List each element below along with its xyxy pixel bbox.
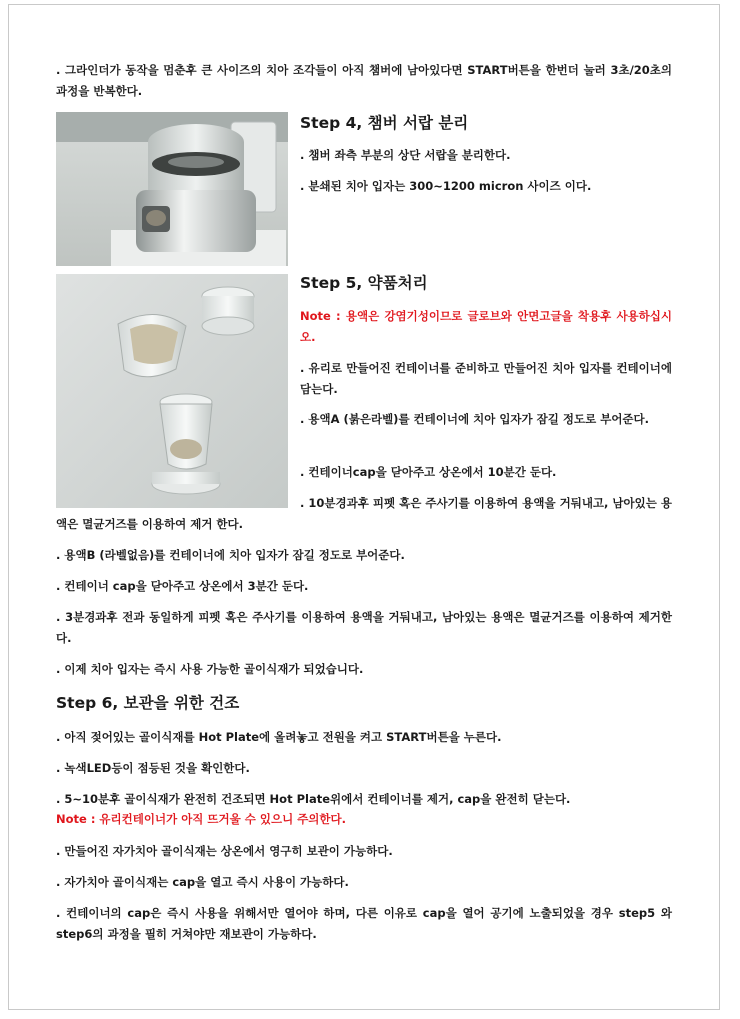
step5-line-5: . 용액B (라벨없음)를 컨테이너에 치아 입자가 잠길 정도로 부어준다. bbox=[56, 548, 405, 562]
step6-line-4: . 만들어진 자가치아 골이식재는 상온에서 영구히 보관이 가능하다. bbox=[56, 844, 393, 858]
step5-line-6: . 컨테이너 cap을 닫아주고 상온에서 3분간 둔다. bbox=[56, 579, 309, 593]
step6-line-2: . 녹색LED등이 점등된 것을 확인한다. bbox=[56, 761, 250, 775]
step6-line-5: . 자가치아 골이식재는 cap을 열고 즉시 사용이 가능하다. bbox=[56, 875, 349, 889]
step6-line-6: . 컨테이너의 cap은 즉시 사용을 위해서만 열어야 하며, 다른 이유로 cap을 열어 공기에 노출되었을 경우 step5 와 step6의 과정을 필히 거쳐야만 재보관이 가능하다. bbox=[56, 906, 672, 941]
step5-line-2: . 용액A (붉은라벨)를 컨테이너에 치아 입자가 잠길 정도로 부어준다. bbox=[300, 412, 650, 426]
step5-note: Note : 용액은 강염기성이므로 글로브와 안면고글을 착용후 사용하십시오. bbox=[300, 309, 672, 344]
step6-heading: Step 6, 보관을 위한 건조 bbox=[56, 694, 240, 712]
step5-heading: Step 5, 약품처리 bbox=[300, 274, 428, 292]
step4-line-2: . 분쇄된 치아 입자는 300~1200 micron 사이즈 이다. bbox=[300, 179, 592, 193]
step5-line-1: . 유리로 만들어진 컨테이너를 준비하고 만들어진 치아 입자를 컨테이너에 담는다. bbox=[300, 361, 672, 396]
grinder-chamber-photo bbox=[56, 112, 288, 266]
step6-line-3: . 5~10분후 골이식재가 완전히 건조되면 Hot Plate위에서 컨테이너를 제거, cap을 완전히 닫는다. bbox=[56, 792, 571, 806]
step5-line-7: . 3분경과후 전과 동일하게 피펫 혹은 주사기를 이용하여 용액을 거둬내고, 남아있는 용액은 멸균거즈를 이용하여 제거한다. bbox=[56, 610, 672, 645]
step6-note: Note : 유리컨테이너가 아직 뜨거울 수 있으니 주의한다. bbox=[56, 812, 346, 826]
step5-line-8: . 이제 치아 입자는 즉시 사용 가능한 골이식재가 되었습니다. bbox=[56, 662, 364, 676]
step5-line-3: . 컨테이너cap을 닫아주고 상온에서 10분간 둔다. bbox=[300, 465, 557, 479]
intro-paragraph: . 그라인더가 동작을 멈춘후 큰 사이즈의 치아 조각들이 아직 챔버에 남아있다면 START버튼을 한번더 눌러 3초/20초의 과정을 반복한다. bbox=[56, 63, 672, 98]
step4-heading: Step 4, 챔버 서랍 분리 bbox=[300, 114, 469, 132]
step5-line-4: . 10분경과후 피펫 혹은 주사기를 이용하여 용액을 거둬내고, 남아있는 용액은 멸균거즈를 이용하여 제거 한다. bbox=[56, 496, 672, 531]
step6-line-1: . 아직 젖어있는 골이식재를 Hot Plate에 올려놓고 전원을 켜고 START버튼을 누른다. bbox=[56, 730, 502, 744]
step4-line-1: . 챔버 좌측 부분의 상단 서랍을 분리한다. bbox=[300, 148, 511, 162]
container-particles-photo bbox=[56, 274, 288, 508]
